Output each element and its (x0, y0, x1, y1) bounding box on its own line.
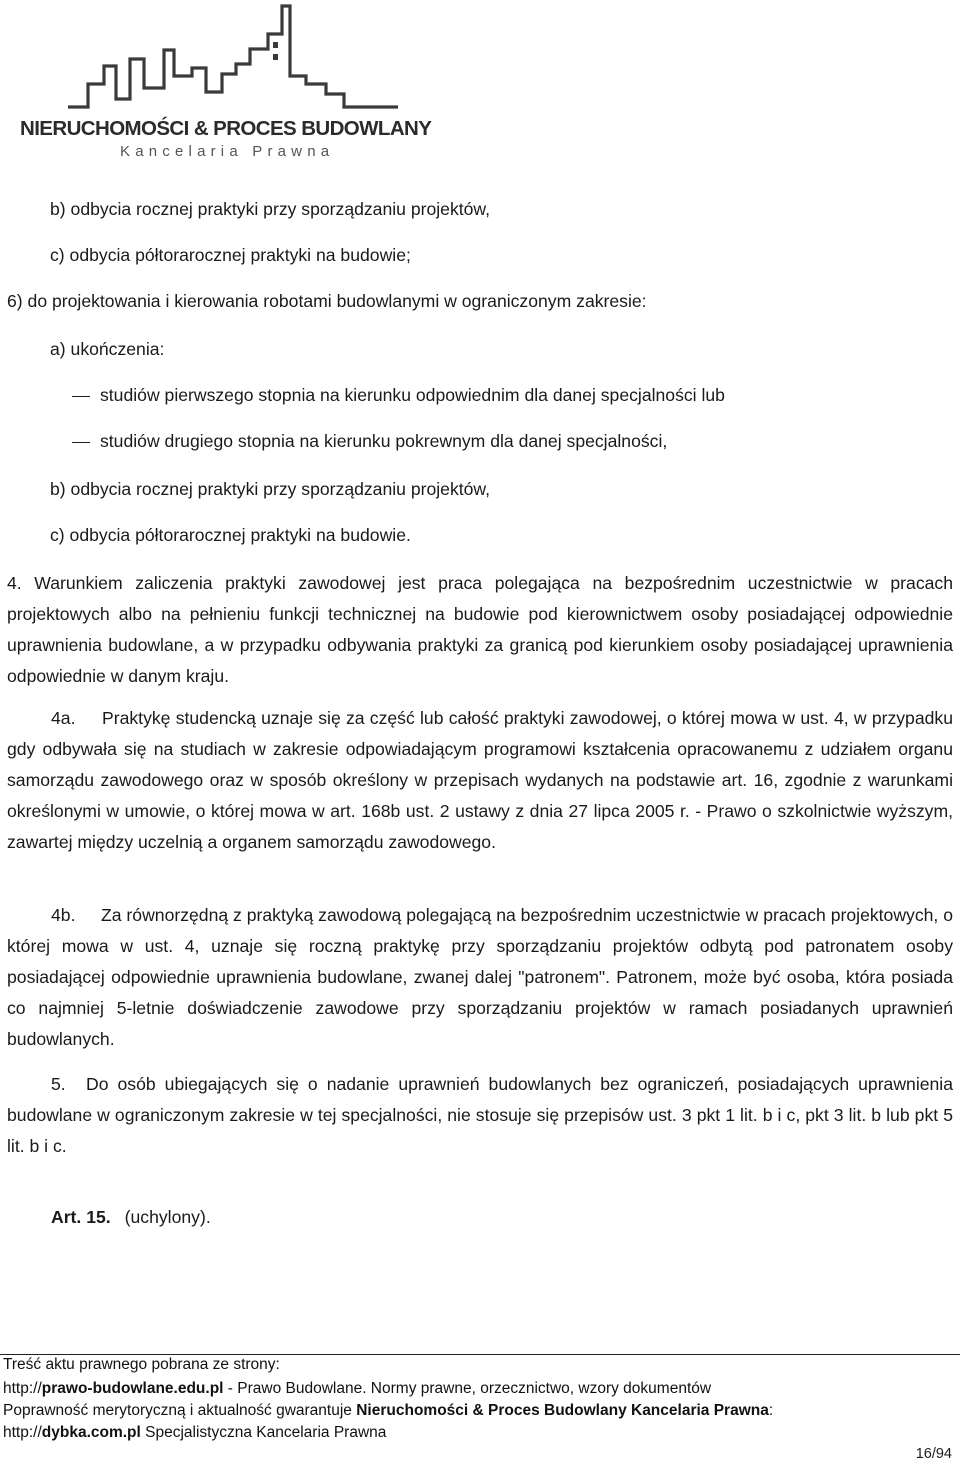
list-item: b) odbycia rocznej praktyki przy sporządzaniu projektów, (50, 479, 491, 499)
list-item: studiów drugiego stopnia na kierunku pokrewnym dla danej specjalności, (72, 430, 667, 452)
paragraph-4a: 4a. Praktykę studencką uznaje się za część lub całość praktyki zawodowej, o której mowa w ust. 4, w przypadku gdy odbywała się na studiach w zakresie odpowiadającym programowi kształcenia opracowanemu z udziałem organu samorządu zawodowego oraz w sposób określony w przepisach wydanych na podstawie art. 16, zgodnie z warunkami określonymi w umowie, o której mowa w art. 168b ust. 2 ustawy z dnia 27 lipca 2005 r. - Prawo o szkolnictwie wyższym, zawartej między uczelnią a organem samorządu zawodowego. (7, 703, 953, 858)
logo-name: NIERUCHOMOŚCI & PROCES BUDOWLANY (20, 117, 432, 140)
footer-firm-link[interactable]: http://dybka.com.pl Specjalistyczna Kancelaria Prawna (3, 1424, 387, 1441)
kancelaria-logo (20, 0, 440, 165)
list-item: b) odbycia rocznej praktyki przy sporządzaniu projektów, (50, 199, 491, 219)
footer-divider (0, 1354, 960, 1355)
paragraph-4b: 4b. Za równorzędną z praktyką zawodową polegającą na bezpośrednim uczestnictwie w pracach projektowych, o której mowa w ust. 4, uznaje się roczną praktykę przy sporządzaniu projektów odbytą pod patronatem osoby posiadającej odpowiednie uprawnienia budowlane, zwanej dalej "patronem". Patronem, może być osoba, która posiada co najmniej 5-letnie doświadczenie zawodowe przy sporządzaniu projektów w ramach posiadanych uprawnień budowlanych. (7, 900, 953, 1055)
article-text: (uchylony). (124, 1207, 211, 1227)
article-15 (51, 1207, 211, 1228)
footer-source-link[interactable]: http://prawo-budowlane.edu.pl - Prawo Budowlane. Normy prawne, orzecznictwo, wzory dokumentów (3, 1380, 712, 1397)
footer-guarantee: Poprawność merytoryczną i aktualność gwarantuje Nieruchomości & Proces Budowlany Kancelaria Prawna: (3, 1402, 774, 1419)
paragraph-4: 4. Warunkiem zaliczenia praktyki zawodowej jest praca polegająca na bezpośrednim uczestnictwie w pracach projektowych albo na pełnieniu funkcji technicznej na budowie pod kierownictwem osoby posiadającej odpowiednie uprawnienia budowlane, a w przypadku odbywania praktyki za granicą pod kierunkiem osoby posiadającej uprawnienia odpowiednie w danym kraju. (7, 573, 953, 686)
dash-bullet (72, 442, 90, 443)
logo-subtitle: Kancelaria Prawna (120, 143, 335, 160)
article-label: Art. 15. (51, 1207, 111, 1227)
dash-bullet (72, 396, 90, 397)
list-item: 6) do projektowania i kierowania robotami budowlanymi w ograniczonym zakresie: (7, 291, 647, 311)
paragraph-number: 4a. (51, 708, 76, 728)
city-skyline-icon (68, 4, 398, 116)
footer-source-label: Treść aktu prawnego pobrana ze strony: (3, 1356, 280, 1373)
paragraph-5: 5. Do osób ubiegających się o nadanie uprawnień budowlanych bez ograniczeń, posiadających uprawnienia budowlane w ograniczonym zakresie w tej specjalności, nie stosuje się przepisów ust. 3 pkt 1 lit. b i c, pkt 3 lit. b lub pkt 5 lit. b i c. (7, 1069, 953, 1162)
paragraph-number: 4b. (51, 905, 76, 925)
paragraph-number: 5. (51, 1074, 66, 1094)
list-item: studiów pierwszego stopnia na kierunku odpowiednim dla danej specjalności lub (72, 384, 725, 406)
list-item: a) ukończenia: (50, 339, 165, 359)
list-item: c) odbycia półtorarocznej praktyki na budowie; (50, 245, 411, 265)
page-number: 16/94 (915, 1446, 952, 1462)
list-item: c) odbycia półtorarocznej praktyki na budowie. (50, 525, 411, 545)
